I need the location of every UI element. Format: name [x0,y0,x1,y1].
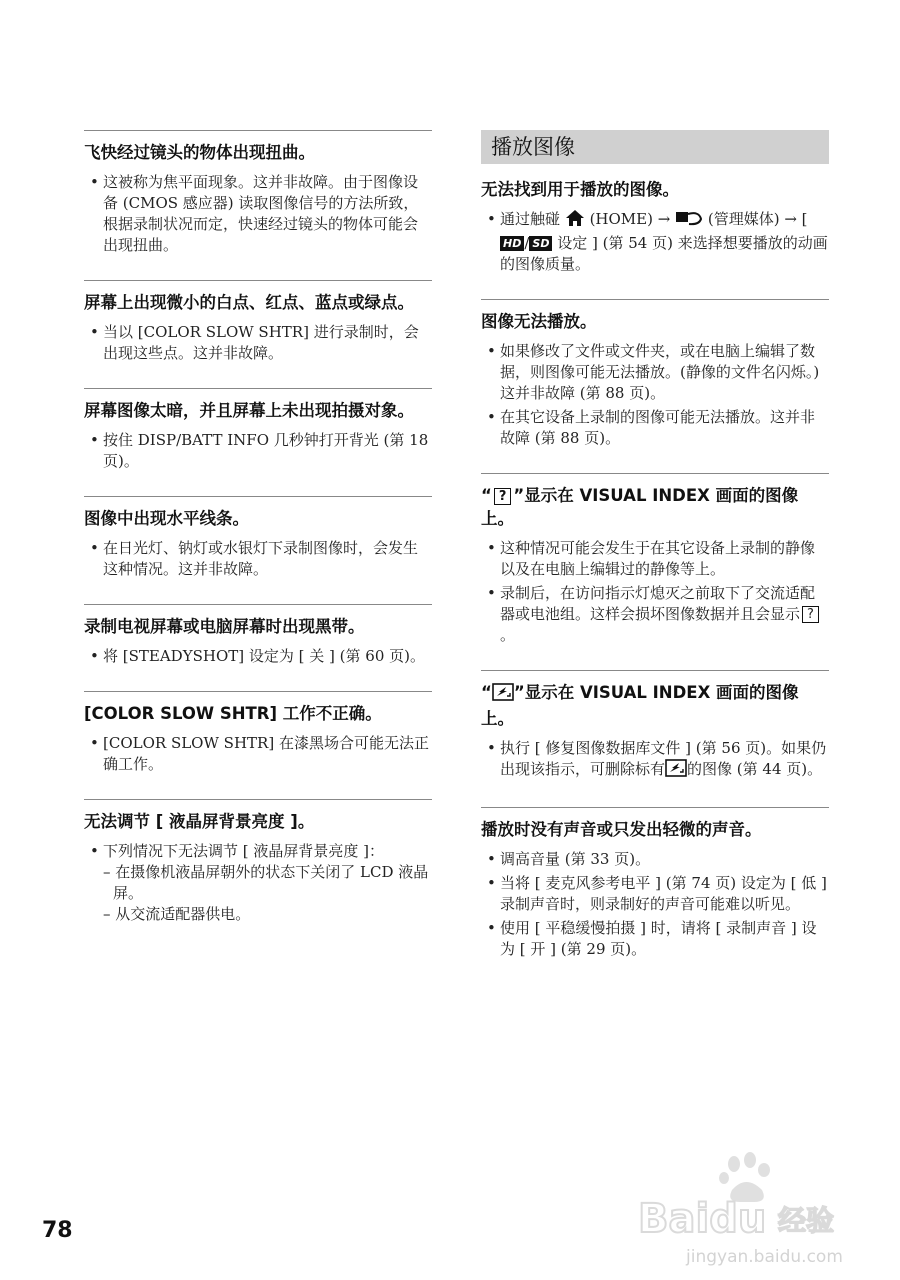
section-cannot-play [481,299,829,449]
section-title: 无法调节 [ 液晶屏背景亮度 ]。 [84,812,315,831]
section-lcd-brightness [84,799,432,925]
section-question-icon [481,473,829,646]
left-column [84,130,432,949]
section-title: 屏幕图像太暗，并且屏幕上未出现拍摄对象。 [84,401,414,420]
watermark-url: jingyan.baidu.com [686,1247,843,1267]
section-title: 无法找到用于播放的图像。 [481,180,679,199]
question-box-icon: ? [494,488,512,505]
list-item: • 调高音量 (第 33 页)。 [481,849,829,870]
section-title: 飞快经过镜头的物体出现扭曲。 [84,143,315,162]
text-fragment: 。 [500,626,516,644]
sub-item: – 从交流适配器供电。 [103,905,251,923]
sd-icon: SD [529,236,552,251]
section-title: 屏幕上出现微小的白点、红点、蓝点或绿点。 [84,293,414,312]
section-black-bands [84,604,432,667]
list-item [481,738,829,783]
list-item: • 当以 [COLOR SLOW SHTR] 进行录制时，会出现这些点。这并非故障。 [84,322,432,364]
text-fragment: (HOME) → [589,210,671,228]
text-fragment: “ [481,683,492,702]
section-title: 图像中出现水平线条。 [84,509,249,528]
text-fragment: 执行 [ 修复图像数据库文件 ] (第 56 页)。如果仍出现该指示，可删除标有 [500,739,827,778]
text-fragment: 录制后，在访问指示灯熄灭之前取下了交流适配器或电池组。这样会损坏图像数据并且会显示 [500,584,816,623]
hd-icon: HD [500,236,524,251]
list-item: • 当将 [ 麦克风参考电平 ] (第 74 页) 设定为 [ 低 ] 录制声音时，则录制好的声音可能难以听见。 [481,873,829,915]
list-item: • 按住 DISP/BATT INFO 几秒钟打开背光 (第 18 页)。 [84,430,432,472]
manage-media-icon [675,209,703,233]
watermark-cn: 经验 [778,1204,835,1237]
list-item [481,583,829,646]
list-item: • 通过触碰 (HOME) → (管理媒体) → [ HD / SD 设定 ] (第 54 页) 来选择想要播放的动画的图像质量。 [481,209,829,275]
home-icon [565,209,585,233]
text-fragment: ”显示在 VISUAL INDEX 画面的图像上。 [481,683,799,728]
text-fragment: “ [481,486,492,505]
section-cannot-find-images [481,178,829,275]
text-fragment: (管理媒体) → [ [707,210,808,228]
list-item: • 将 [STEADYSHOT] 设定为 [ 关 ] (第 60 页)。 [84,646,432,667]
list-item [84,841,432,925]
baidu-watermark-logo [628,1150,868,1270]
section-horizontal-lines [84,496,432,580]
section-header-playback: 播放图像 [481,130,829,164]
section-database-icon [481,670,829,783]
text-fragment: 通过触碰 [500,210,561,228]
section-title: 图像无法播放。 [481,312,597,331]
right-column [481,130,829,984]
text-fragment: 的图像 (第 44 页)。 [687,760,823,778]
section-title: [COLOR SLOW SHTR] 工作不正确。 [84,704,382,723]
section-title [481,681,829,730]
list-item: • 在其它设备上录制的图像可能无法播放。这并非故障 (第 88 页)。 [481,407,829,449]
list-item-text: 下列情况下无法调节 [ 液晶屏背景亮度 ]： [103,842,385,860]
sub-item: – 在摄像机液晶屏朝外的状态下关闭了 LCD 液晶屏。 [103,863,429,902]
list-item: • 使用 [ 平稳缓慢拍摄 ] 时，请将 [ 录制声音 ] 设为 [ 开 ] (第 29 页)。 [481,918,829,960]
database-repair-icon [665,759,687,783]
list-item: • 这被称为焦平面现象。这并非故障。由于图像设备 (CMOS 感应器) 读取图像信号的方法所致，根据录制状况而定，快速经过镜头的物体可能会出现扭曲。 [84,172,432,256]
section-no-sound [481,807,829,960]
watermark-brand: Baidu [638,1196,767,1242]
list-item: • [COLOR SLOW SHTR] 在漆黑场合可能无法正确工作。 [84,733,432,775]
text-fragment: 设定 ] (第 54 页) 来选择想要播放的动画的图像质量。 [500,234,828,273]
section-title: 播放时没有声音或只发出轻微的声音。 [481,820,762,839]
section-color-slow-shtr [84,691,432,775]
list-item: • 如果修改了文件或文件夹，或在电脑上编辑了数据，则图像可能无法播放。(静像的文件名闪烁。) 这并非故障 (第 88 页)。 [481,341,829,404]
text-fragment: ”显示在 VISUAL INDEX 画面的图像上。 [481,486,799,528]
list-item: • 这种情况可能会发生于在其它设备上录制的静像以及在电脑上编辑过的静像等上。 [481,538,829,580]
database-repair-icon [492,683,514,707]
page-number: 78 [42,1218,73,1243]
list-item: • 在日光灯、钠灯或水银灯下录制图像时，会发生这种情况。这并非故障。 [84,538,432,580]
question-box-icon: ? [802,606,819,623]
section-screen-dark [84,388,432,472]
section-colored-dots [84,280,432,364]
section-title: 录制电视屏幕或电脑屏幕时出现黑带。 [84,617,365,636]
section-lens-distortion [84,130,432,256]
section-title [481,484,829,530]
